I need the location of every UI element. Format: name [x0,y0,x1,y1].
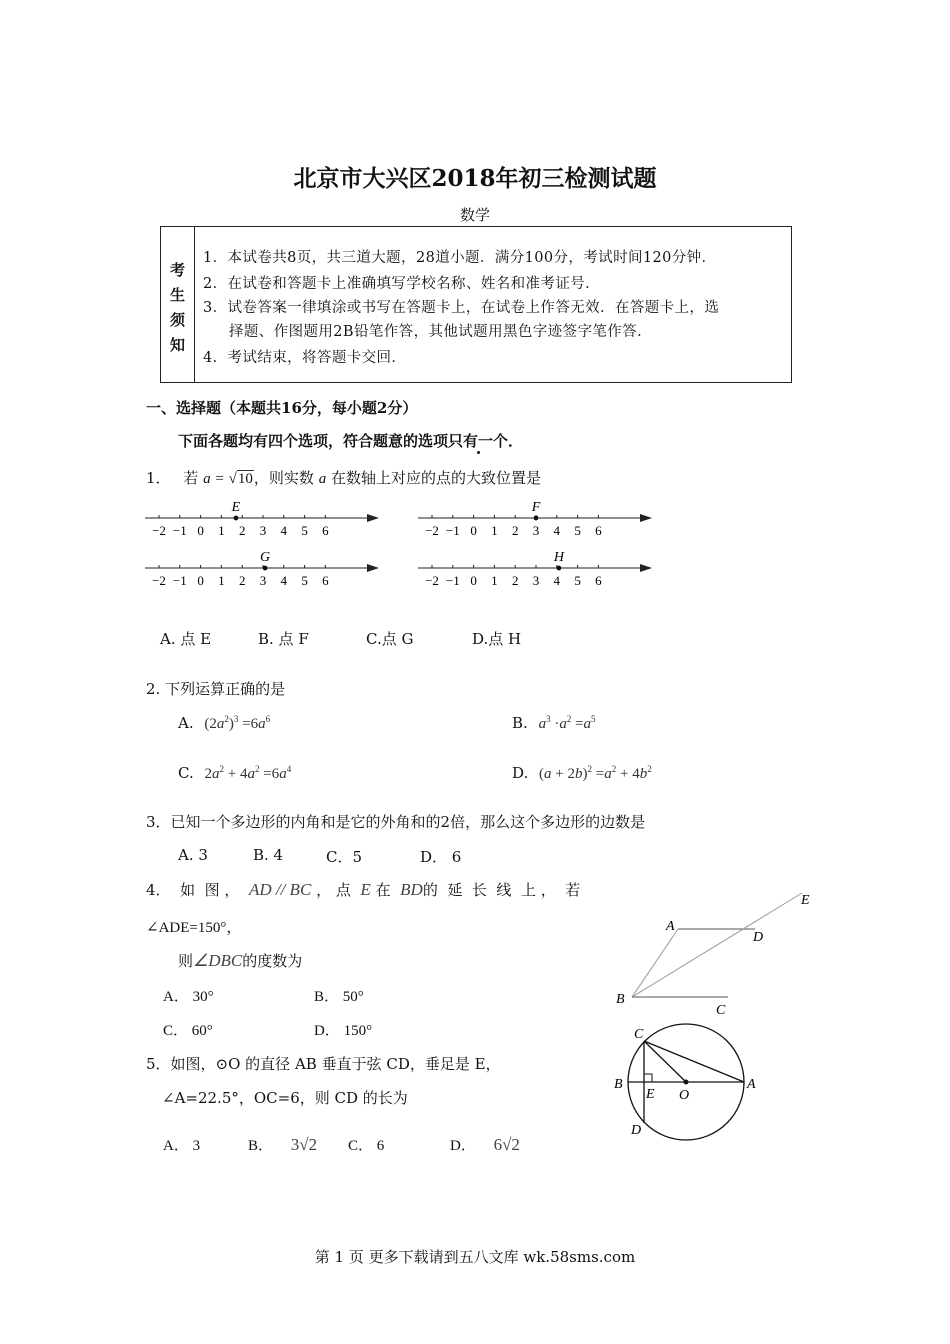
q1-option-c: C.点 G [366,630,414,648]
label-a: A [747,1077,756,1092]
page-footer: 第 1 页 更多下载请到五八文库 wk.58sms.com [314,1248,636,1266]
number-line-tick-label: −1 [445,523,460,538]
number-line-point-label: E [231,500,241,515]
q1-variable: a [203,471,211,487]
exam-notice-box [160,226,792,383]
q5-option-b-value: 3√2 [290,1135,318,1154]
q4-text: 的度数为 [242,952,303,970]
number-line-point [234,516,239,521]
segment-ab [632,929,678,997]
q2-option-c: C. $2a^2 + 4a^2 =6a^4$ [178,764,292,782]
question-2-stem: 2. 下列运算正确的是 [146,680,286,698]
number-line-point [556,566,561,571]
segment-co [644,1041,686,1082]
number-line-tick-label: 6 [322,523,329,538]
instruction-text: 下面各题均有四个选项，符合题意的选项 [178,432,449,450]
q5-option-c: C． 6 [348,1138,385,1154]
q4-text: 则 [178,952,194,970]
question-3-stem: 3．已知一个多边形的内角和是它的外角和的2倍，那么这个多边形的边数是 [146,813,646,831]
label-b: B [614,1077,623,1092]
number-line-tick-label: −1 [445,573,460,588]
question-4-stem [146,879,580,900]
number-line-tick-label: −2 [425,523,439,538]
number-line-tick-label: 3 [532,573,540,588]
q5-option-d-value: 6√2 [493,1135,520,1154]
q4-option-c: C． 60° [163,1023,213,1039]
option-label: D. [512,764,529,782]
notice-line: 4．考试结束，将答题卡交回． [203,350,407,366]
label-d: D [631,1123,642,1138]
q1-option-b: B. 点 F [258,630,309,648]
q1-option-a: A. 点 E [160,630,212,648]
number-line-tick-label: 6 [322,573,329,588]
q5-condition: ∠A=22.5°，OC=6，则 CD 的长为 [162,1089,408,1107]
q1-equals: = [215,471,224,487]
notice-line: 2．在试卷和答题卡上准确填写学校名称、姓名和准考证号． [203,276,601,292]
option-label: B． [248,1138,274,1154]
notice-label-char: 考 [169,261,185,279]
question-1-stem: 1． 若 a = √10，则实数 a 在数轴上对应的点的大致位置是 [146,469,541,487]
number-line-tick-label: 5 [301,573,308,588]
number-line-tick-label: 1 [218,573,225,588]
instruction-text: ． [508,432,524,450]
q4-option-a: A． 30° [163,989,214,1005]
question-number: 1． [146,469,171,487]
number-line-point-label: H [553,550,564,565]
number-line-tick-label: 4 [280,573,288,588]
option-label: A. [178,714,194,732]
notice-label-char: 须 [169,311,185,329]
notice-line: 1．本试卷共8页，共三道大题，28道小题．满分100分，考试时间120分钟． [203,250,717,266]
notice-line: 3．试卷答案一律填涂或书写在答题卡上，在试卷上作答无效．在答题卡上，选 [203,300,720,316]
number-line-tick-label: 4 [280,523,288,538]
number-line-point-label: G [260,550,271,565]
number-line-point [534,516,539,521]
number-line-tick-label: 0 [470,573,477,588]
notice-label-char: 知 [169,336,185,354]
q4-option-b: B． 50° [314,989,364,1005]
option-label: B. [512,714,528,732]
number-line-tick-label: −2 [425,573,439,588]
number-line-tick-label: 2 [511,523,519,538]
q4-condition: ∠ADE=150°， [146,920,242,936]
number-line-tick-label: 1 [218,523,225,538]
label-o: O [679,1088,690,1103]
q2-option-b: B. $a^3 \cdot a^2 =a^5$ [512,714,596,732]
number-line-tick-label: 0 [470,523,477,538]
number-line-tick-label: 5 [574,523,581,538]
notice-label [161,227,195,382]
q4-text: 在 [375,881,391,899]
center-point [684,1080,689,1085]
page-title: 北京市大兴区2018年初三检测试题 [293,165,657,192]
label-d: D [753,930,764,945]
number-line-tick-label: 4 [553,573,561,588]
number-line-tick-label: −2 [152,573,166,588]
number-line-tick-label: 3 [532,523,540,538]
segment-ca [644,1041,744,1082]
segment-be [632,893,802,997]
number-line-tick-label: 5 [301,523,308,538]
q1-text: 若 [183,469,199,487]
number-line-tick-label: 3 [259,523,267,538]
option-label: C. [178,764,194,782]
number-line-arrow [640,564,652,572]
number-line-point [263,566,268,571]
number-line-tick-label: 1 [491,573,498,588]
number-line-tick-label: 2 [511,573,519,588]
q4-question [178,950,302,971]
q4-math: E [360,880,371,899]
q1-text: 在数轴上对应的点的大致位置是 [330,469,541,487]
option-label: D． [450,1138,476,1154]
number-line-tick-label: −2 [152,523,166,538]
instruction-emphasis: 只有一个 [448,432,509,450]
q2-option-d: D. $(a + 2b)^2 =a^2 + 4b^2$ [512,764,652,782]
number-line-tick-label: 1 [491,523,498,538]
q1-variable: a [318,471,327,487]
q4-math: AD // BC [248,880,312,899]
q2-option-a: A. $(2a^2)^3 =6a^6$ [178,714,271,732]
right-angle-mark [644,1074,652,1082]
q5-option-a: A． 3 [163,1138,201,1154]
question-5-stem: 5．如图，⊙O 的直径 AB 垂直于弦 CD，垂足是 E， [146,1055,501,1073]
q3-option-c: C．5 [326,848,363,866]
label-a: A [666,919,675,934]
notice-label-char: 生 [169,286,185,304]
q1-radicand: 10 [237,471,253,487]
notice-line: 择题、作图题用2B铅笔作答，其他试题用黑色字迹签字笔作答． [229,324,652,340]
number-line-tick-label: −1 [172,523,187,538]
number-line-tick-label: 4 [553,523,561,538]
number-line-arrow [640,514,652,522]
q5-option-d [450,1134,520,1155]
q4-math: BD [400,880,423,899]
number-line-tick-label: 2 [238,573,246,588]
number-line-tick-label: 6 [595,523,602,538]
q4-math: ∠DBC [193,951,243,970]
q3-option-b: B. 4 [253,846,284,864]
section-heading: 一、选择题（本题共16分，每小题2分） [146,399,418,417]
q4-text: 的 延 长 线 上 ， 若 [422,881,581,899]
number-line-tick-label: 2 [238,523,246,538]
q5-figure [610,1022,770,1142]
label-e: E [801,893,810,908]
subject-label: 数学 [459,206,490,224]
question-number: 4． [146,881,171,899]
q5-option-b [248,1134,317,1155]
number-line-tick-label: 6 [595,573,602,588]
number-line-point-label: F [531,500,541,515]
label-e: E [646,1087,655,1102]
q4-text: 如 图 ， [180,881,240,899]
number-line-tick-label: 3 [259,573,267,588]
number-line-tick-label: 0 [197,523,204,538]
q3-option-a: A. 3 [178,846,208,864]
number-line-arrow [367,514,379,522]
q4-text: ， 点 [316,881,351,899]
q4-option-d: D． 150° [314,1023,373,1039]
number-line-tick-label: −1 [172,573,187,588]
label-c: C [716,1003,726,1018]
q1-option-d: D.点 H [472,630,522,648]
q3-option-d: D． 6 [420,848,462,866]
section-instruction [178,430,523,451]
number-line-tick-label: 0 [197,573,204,588]
q4-figure [610,885,825,1020]
number-line-arrow [367,564,379,572]
number-line-figure [140,495,660,595]
label-b: B [616,992,625,1007]
q1-text: ，则实数 [253,469,314,487]
label-c: C [634,1027,644,1042]
number-line-tick-label: 5 [574,573,581,588]
